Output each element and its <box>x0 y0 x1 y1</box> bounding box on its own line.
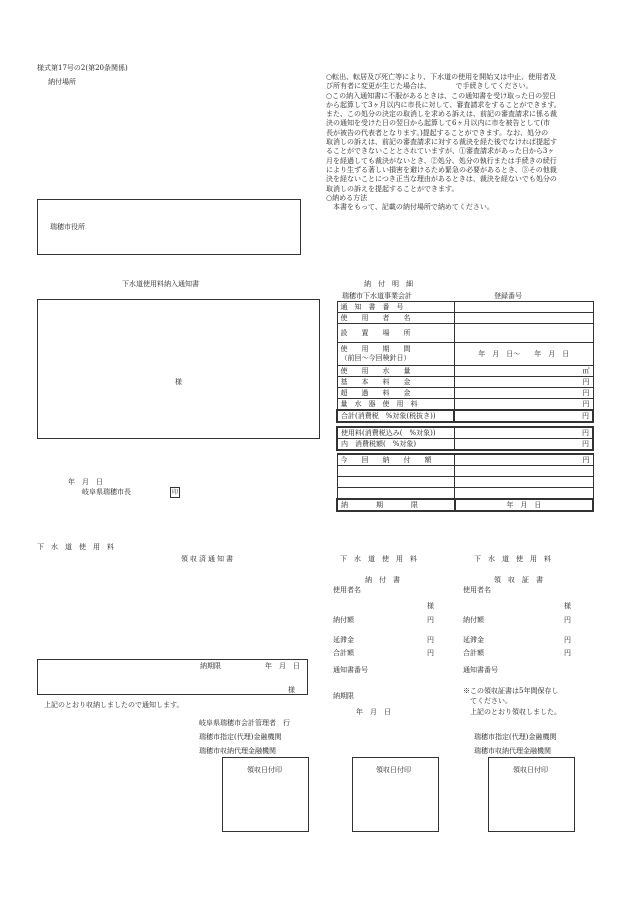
meisai-title: 納 付 明 細 <box>364 280 413 288</box>
addressee-sama: 様 <box>175 378 182 386</box>
row-value <box>454 324 593 343</box>
receipt-right-late-label: 延滞金 <box>463 636 484 644</box>
row-value <box>454 313 593 324</box>
row-label: 設 置 場 所 <box>337 324 454 343</box>
meisai-table <box>336 301 594 423</box>
receipt-mid-sama: 様 <box>427 602 434 610</box>
row-value: 円 <box>454 388 593 399</box>
receipt-mid-due-date: 年 月 日 <box>356 708 391 716</box>
period-label: 使 用 期 間 <box>340 345 411 353</box>
table-row <box>337 324 593 343</box>
receipt-mid-heading: 下 水 道 使 用 料 <box>340 555 417 563</box>
table-row <box>337 388 593 399</box>
note-line: び所有者に変更が生じた場合は、 で手続きしてください。 <box>326 82 533 91</box>
row-value: 円 <box>455 454 593 466</box>
due-label: 納 期 限 <box>337 499 455 511</box>
table-row-due <box>337 499 593 511</box>
note-line: ○この納入通知書に不服があるときは、この通知書を受け取った日の翌日 <box>326 91 557 100</box>
receipt-right-notice-no: 通知書番号 <box>463 666 498 674</box>
receipt-left-name-box <box>37 659 308 695</box>
due-value: 年 月 日 <box>455 499 593 511</box>
table-row <box>337 466 593 477</box>
row-label: 使 用 水 量 <box>337 366 454 377</box>
meisai-reg-no: 登録番号 <box>494 292 522 300</box>
note-line: ○転出、転居及び死亡等により、下水道の使用を開始又は中止、使用者及 <box>326 73 557 81</box>
row-value: 円 <box>454 377 593 388</box>
meisai-account: 瑞穂市下水道事業会計 <box>342 292 412 300</box>
receipt-left-title: 領収済通知書 <box>181 555 235 563</box>
receipt-right-user-label: 使用者名 <box>463 586 491 594</box>
row-value: 円 <box>455 439 593 451</box>
receipt-left-issuer2: 瑞穂市指定(代理)金融機関 <box>199 733 282 741</box>
mayor-name: 岐阜県瑞穂市長 <box>82 488 131 496</box>
payment-table <box>336 453 594 512</box>
note-line: また、この処分の決定の取消しを求める訴えは、前記の審査請求に係る裁 <box>326 110 557 119</box>
receipt-left-stamp: 領収日付印 <box>247 766 282 774</box>
notice-date: 年 月 日 <box>68 478 103 486</box>
receipt-right-bank1: 瑞穂市指定(代理)金融機関 <box>474 733 557 741</box>
note-line: 本書をもって、記載の納付場所で納めてください。 <box>326 203 494 212</box>
seal-mark: 印 <box>171 489 178 496</box>
receipt-right-amount-yen: 円 <box>564 616 571 624</box>
receipt-right-received: 上記のとおり領収しました。 <box>470 708 561 716</box>
row-label: 今 回 納 付 額 <box>337 454 455 466</box>
note-line: 取消しの訴えを提起することができます。 <box>326 184 459 193</box>
row-value <box>454 302 593 313</box>
period-sub: （前回〜今回検針日） <box>340 354 411 362</box>
table-row <box>337 399 593 411</box>
row-label: 通 知 書 番 号 <box>337 302 454 313</box>
row-label: 使用料(消費税込み( %対象)) <box>337 427 455 439</box>
addressee-box <box>37 299 320 439</box>
receipt-right-bank2: 瑞穂市収納代理金融機関 <box>474 747 551 755</box>
tax-table <box>336 426 594 451</box>
receipt-right-heading: 下 水 道 使 用 料 <box>474 555 551 563</box>
table-row <box>337 377 593 388</box>
note-line: により生ずる著しい損害を避けるため緊急の必要があるとき、③その他裁 <box>326 165 557 174</box>
receipt-left-due-label: 納期限 <box>200 662 221 670</box>
receipt-right-total-label: 合計額 <box>463 649 484 657</box>
receipt-left-heading: 下 水 道 使 用 料 <box>37 543 114 551</box>
note-line: 長が被告の代表者となります。)提起することができます。なお、処分の <box>326 128 549 137</box>
receipt-right-stamp: 領収日付印 <box>513 766 548 774</box>
table-row <box>337 488 593 500</box>
row-label: 内 消費税額( %対象) <box>337 439 455 451</box>
notice-title: 下水道使用料納入通知書 <box>122 280 199 288</box>
row-label: 使 用 者 名 <box>337 313 454 324</box>
table-row-period <box>337 343 593 366</box>
receipt-mid-total-yen: 円 <box>427 649 434 657</box>
note-line: ることができないこととされていますが、①審査請求があった日から3ヶ <box>326 147 555 156</box>
table-row <box>337 427 593 439</box>
receipt-left-sama: 様 <box>288 686 295 694</box>
receipt-right-total-yen: 円 <box>564 649 571 657</box>
receipt-right-amount-label: 納付額 <box>463 616 484 624</box>
receipt-mid-late-yen: 円 <box>427 636 434 644</box>
payment-place-label: 納付場所 <box>48 78 76 86</box>
receipt-mid-user-label: 使用者名 <box>333 586 361 594</box>
period-label-cell <box>337 343 454 366</box>
note-line: から起算して3ヶ月以内に市長に対して、審査請求をすることができます。 <box>326 100 561 109</box>
receipt-mid-title: 納 付 書 <box>365 576 400 584</box>
form-number: 様式第17号の2(第20条関係) <box>37 64 128 72</box>
note-line: 決を経ないことにつき正当な理由があるときは、裁決を経ないでも処分の <box>326 175 557 184</box>
row-label: 超 過 料 金 <box>337 388 454 399</box>
receipt-right-title: 領 収 証 書 <box>494 576 543 584</box>
office-name: 瑞穂市役所 <box>50 223 85 231</box>
row-value: 円 <box>454 399 593 411</box>
row-label: 量 水 器 使 用 料 <box>337 399 454 411</box>
receipt-right-keep-note2: てください。 <box>470 697 512 705</box>
table-row <box>337 313 593 324</box>
note-line: ○納める方法 <box>326 193 368 202</box>
table-row <box>337 439 593 451</box>
receipt-left-issuer1: 岐阜県瑞穂市会計管理者 行 <box>199 719 290 727</box>
receipt-mid-late-label: 延滞金 <box>333 636 354 644</box>
row-value: 円 <box>455 427 593 439</box>
note-line: 決の通知を受けた日の翌日から起算して6ヶ月以内に市を被告として(市 <box>326 119 551 128</box>
receipt-right-late-yen: 円 <box>564 636 571 644</box>
total-value: 円 <box>454 410 593 422</box>
table-row <box>337 477 593 488</box>
table-row <box>337 366 593 377</box>
receipt-left-due-date: 年 月 日 <box>265 662 300 670</box>
receipt-right-keep-note1: ※この領収証書は5年間保存し <box>463 687 559 695</box>
receipt-mid-amount-yen: 円 <box>427 616 434 624</box>
row-label: 基 本 料 金 <box>337 377 454 388</box>
receipt-mid-notice-no: 通知書番号 <box>333 666 368 674</box>
receipt-mid-due-label: 納期限 <box>333 692 354 700</box>
table-row <box>337 454 593 466</box>
table-row-total <box>337 410 593 422</box>
receipt-mid-stamp: 領収日付印 <box>376 766 411 774</box>
receipt-mid-total-label: 合計額 <box>333 649 354 657</box>
table-row <box>337 302 593 313</box>
notes-paragraph <box>326 73 594 212</box>
note-line: 月を経過しても裁決がないとき、②処分、処分の執行または手続きの続行 <box>326 156 557 165</box>
total-label: 合計(消費税 %対象(税抜き)) <box>337 410 454 422</box>
receipt-left-received: 上記のとおり収納しましたので通知します。 <box>44 701 184 709</box>
note-line: 取消しの訴えは、前記の審査請求に対する裁決を経た後でなければ提起す <box>326 138 557 147</box>
row-value: ㎥ <box>454 366 593 377</box>
receipt-mid-amount-label: 納付額 <box>333 616 354 624</box>
receipt-left-issuer3: 瑞穂市収納代理金融機関 <box>199 747 276 755</box>
period-value: 年 月 日〜 年 月 日 <box>454 343 593 366</box>
receipt-right-sama: 様 <box>564 602 571 610</box>
